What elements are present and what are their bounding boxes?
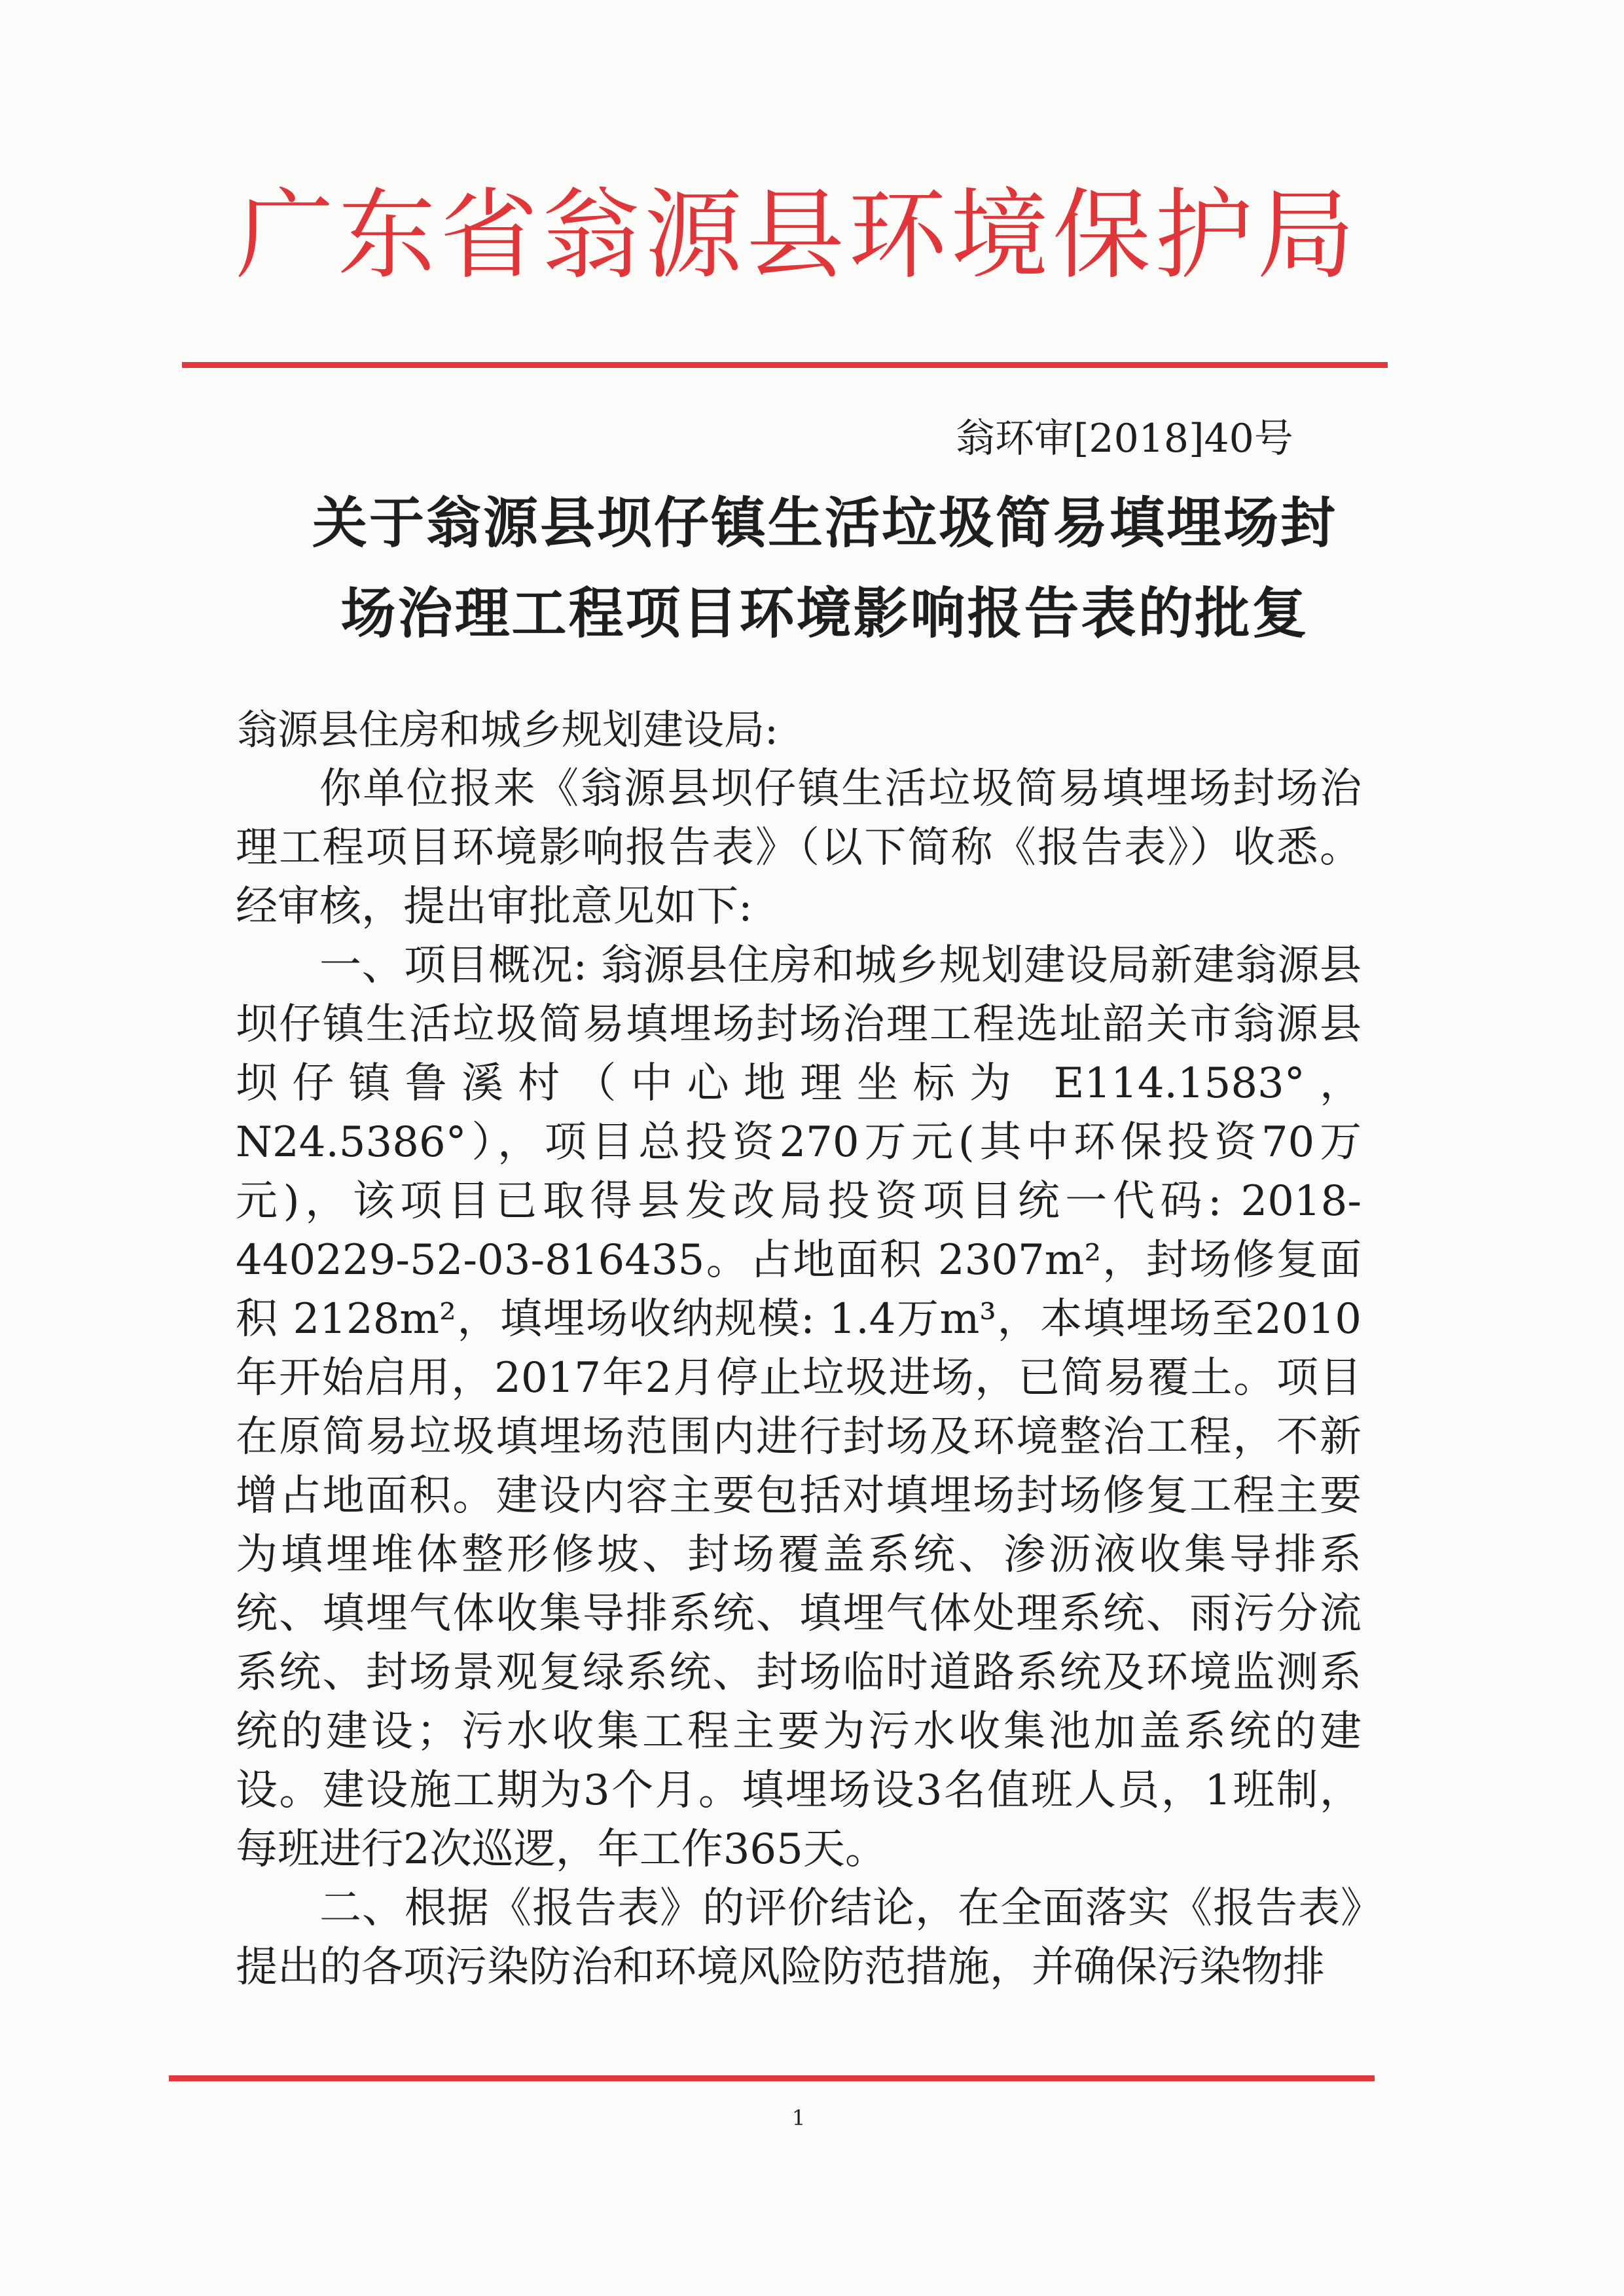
title-line-2: 场治理工程项目环境影响报告表的批复	[340, 581, 1309, 646]
paragraph-intro: 你单位报来《翁源县坝仔镇生活垃圾简易填埋场封场治理工程项目环境影响报告表》（以下简称《报告表》）收悉。经审核，提出审批意见如下:	[236, 765, 1362, 931]
paragraph-evaluation: 二、根据《报告表》的评价结论，在全面落实《报告表》提出的各项污染防治和环境风险防范措施，并确保污染物排	[236, 1884, 1362, 1992]
agency-header: 广东省翁源县环境保护局	[236, 179, 1360, 293]
salutation: 翁源县住房和城乡规划建设局:	[237, 706, 778, 754]
title-line-1: 关于翁源县坝仔镇生活垃圾简易填埋场封	[312, 490, 1337, 555]
document-title	[249, 478, 1401, 659]
document-number: 翁环审[2018]40号	[956, 416, 1293, 462]
paragraph-project-overview: 一、项目概况: 翁源县住房和城乡规划建设局新建翁源县坝仔镇生活垃圾简易填埋场封场治理工程选址韶关市翁源县坝仔镇鲁溪村（中心地理坐标为 E114.1583°，N24.5386°），项目总投资270万元(其中环保投资70万元)，该项目已取得县发改局投资项目统一代码: 2018-440229-52-03-816435。占地面积 2307m²，封场修复面积 2128m²，填埋场收纳规模: 1.4万m³，本填埋场至2010年开始启用，2017年2月停止垃圾进场，已简易覆土。项目在原简易垃圾填埋场范围内进行封场及环境整治工程，不新增占地面积。建设内容主要包括对填埋场封场修复工程主要为填埋堆体整形修坡、封场覆盖系统、渗沥液收集导排系统、填埋气体收集导排系统、填埋气体处理系统、雨污分流系统、封场景观复绿系统、封场临时道路系统及环境监测系统的建设；污水收集工程主要为污水收集池加盖系统的建设。建设施工期为3个月。填埋场设3名值班人员，1班制，每班进行2次巡逻，年工作365天。	[236, 941, 1362, 1874]
red-divider-top	[182, 362, 1388, 368]
letter-body	[236, 759, 1362, 1997]
red-divider-bottom	[169, 2075, 1375, 2081]
page-number: 1	[791, 2105, 806, 2130]
